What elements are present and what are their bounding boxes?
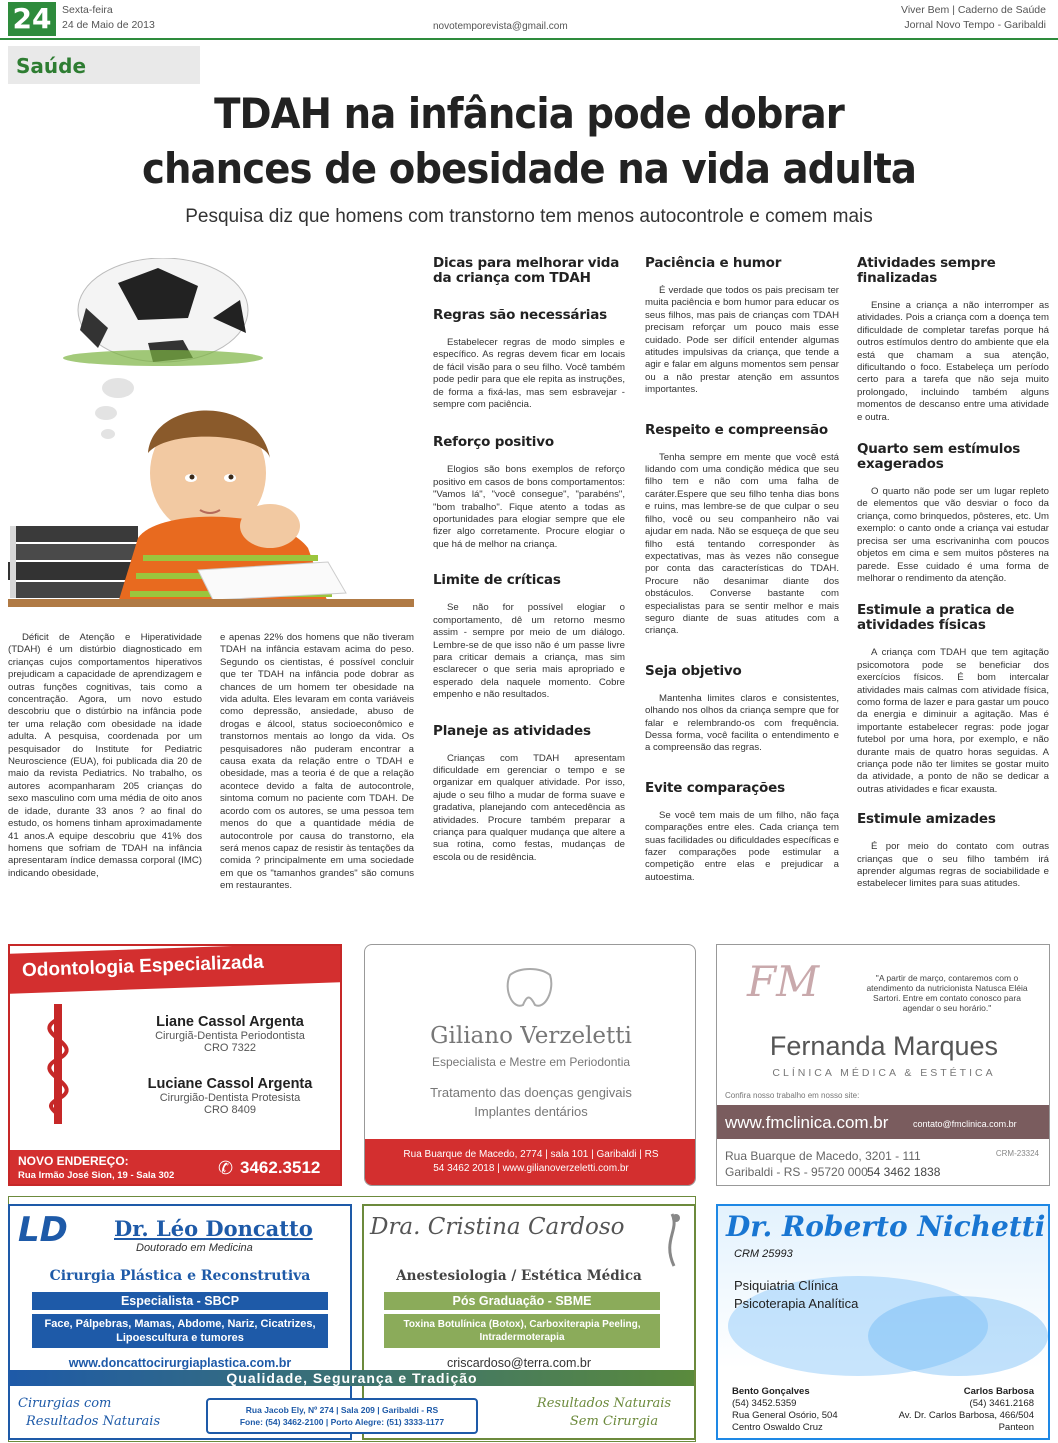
ad-odontologia[interactable] (8, 944, 342, 1186)
para-limite: Se não for possível elogiar o comportamento, dê um retorno mesmo assim - sempre por meio de um diálogo. Lembre-se de que isso não é um passe livre para criticar demais a criança, mas sim esclarecer o que seria mais apropriado e esperado dela naquele momento. Cobre empenho e não resultados. (433, 602, 625, 701)
ad-giliano[interactable] (364, 944, 696, 1186)
odonto-banner: Odontologia Especializada (21, 951, 265, 982)
ad-roberto-nichetti[interactable] (716, 1204, 1050, 1440)
header-paper-line: Jornal Novo Tempo - Garibaldi (904, 19, 1046, 31)
para-atividades: Ensine a criança a não interromper as atividades. Pois a criança com a doença tem dificuldade de completar tarefas porque há outros estímulos dentro do ambiente que ela está que chamam a sua atenção, dificultando o foco. Estabeleça um período certo para a tarefa que não seja muito prolongado, incluindo também alguns momentos de descanso entre uma atividade e outra. (857, 300, 1049, 423)
cristina-badge: Pós Graduação - SBME (384, 1292, 660, 1310)
para-paciencia: É verdade que todos os pais precisam ter muita paciência e bom humor para educar os seus filhos, mas pais de crianças com TDAH precisam reforçar um pouco mais esse cuidado. Pode ser difícil entender algumas atitudes impulsivas da criança, que tende a agir e falar em alguns momentos sem pensar ou a não prestar atenção em assuntos importantes. (645, 285, 839, 396)
fernanda-phone[interactable]: 54 3462 1838 (867, 1165, 941, 1179)
heading-objetivo: Seja objetivo (645, 662, 742, 679)
fernanda-email[interactable]: contato@fmclinica.com.br (913, 1119, 1017, 1129)
header-rule (0, 38, 1058, 40)
intro-column-1: Déficit de Atenção e Hiperatividade (TDAH) é um distúrbio diagnosticado em crianças cujos comportamentos hiperativos prejudicam a capacidade de aprendizagem e outras funções cognitivas, tais como a concentração. Agora, um novo estudo descobriu que o distúrbio na infância pode ter uma relação com obesidade na idade adulta. A pesquisa, coordenada por um pesquisador do Institute for Pediatric Neuroscience (EUA), foi publicada dia 20 de maio da revista Pediatrics. No trabalho, os autores acompanharam 205 crianças do sexo masculino com uma média de oito anos de idade, durante 33 anos ? ao final do estudo, os homens tinham aproximadamente 41 anos.A equipe descobriu que 41% dos homens que sofriam de TDAH na infância apresentaram índice demassa corporal (IMC) indicando obesidade, (8, 632, 202, 879)
cristina-footer-1: Resultados Naturais (536, 1396, 672, 1411)
odonto-new-address-label: NOVO ENDEREÇO: (18, 1154, 129, 1168)
leo-address-box: Rua Jacob Ely, Nº 274 | Sala 209 | Garibaldi - RS Fone: (54) 3462-2100 | Porto Alegre: (51) 3333-1177 (206, 1398, 478, 1434)
tips-column-2 (645, 256, 839, 884)
giliano-line1: Tratamento das doenças gengivais (430, 1085, 632, 1100)
leo-sub: Doutorado em Medicina (136, 1242, 253, 1254)
heading-limite: Limite de críticas (433, 572, 561, 589)
leo-spec: Cirurgia Plástica e Reconstrutiva (49, 1268, 311, 1284)
roberto-crm: CRM 25993 (734, 1248, 793, 1260)
heading-paciencia: Paciência e humor (645, 255, 782, 271)
para-quarto: O quarto não pode ser um lugar repleto de elementos que vão desviar o foco da criança, como brinquedos, pôsteres, etc. Um exemplo: o canto onde a criança vai estudar precisa ser uma escrivaninha com poucos objetos em cima e sem muitos pôsteres na parede. Esse cuidado é uma forma de melhorar o rendimento da atenção. (857, 486, 1049, 584)
para-respeito: Tenha sempre em mente que você está lidando com uma condição médica que seu filho tem e não com uma falha de caráter.Espere que seu filho tenha dias bons e ruins, mas lembre-se de que culpar o seu filho, você ou seu companheiro não vai ajudar em nada. Não se esqueça de que seu filho está tentando corresponder às expectativas, mas às vezes não consegue por conta das características do TDAH. Procure não desanimar diante dos obstáculos. Converse bastante com especialistas para se sentir melhor e mais seguro diante de suas atitudes com a criança. (645, 451, 839, 637)
leo-list: Face, Pálpebras, Mamas, Abdome, Nariz, Cicatrizes, Lipoescultura e tumores (32, 1314, 328, 1348)
fernanda-quote: "A partir de março, contaremos com o atendimento da nutricionista Natusca Eléia Sartori. Entre em contato conosco para agendar o seu horário." (866, 973, 1028, 1013)
intro-column-2: e apenas 22% dos homens que não tiveram TDAH na infância estavam acima do peso. Segundo os cientistas, é possível concluir que ter TDAH na infância pode dobrar as chances de um homem ter obesidade na vida adulta. Eles levaram em conta variáveis como depressão, ansiedade, abuso de drogas e álcool, status socioeconômico e transtornos mentais ao longo da vida. Os pesquisadores não puderam encontrar a causa exata da relação entre o TDAH e obesidade, mas a teoria é de que a relação acontece devido a falta de autocontrole, sintoma comum no paciente com TDAH. De acordo com os autores, se uma pessoa tem menos do que a quantidade média de autocontrole por causa do transtorno, ela será menos capaz de resistir às tentações da comida ? principalmente em uma sociedade em que os "tamanhos grandes" são comuns em restaurantes. (220, 632, 414, 892)
heading-amizades: Estimule amizades (857, 811, 996, 828)
giliano-spec: Especialista e Mestre em Periodontia (431, 1055, 631, 1069)
fernanda-sub: CLÍNICA MÉDICA & ESTÉTICA (772, 1067, 996, 1079)
ld-logo-icon: LD (18, 1210, 68, 1250)
leo-name: Dr. Léo Doncatto (114, 1216, 313, 1241)
header-email[interactable]: novotemporevista@gmail.com (433, 21, 568, 32)
tooth-logo-icon (495, 965, 565, 1015)
fernanda-crm: CRM-23324 (995, 1149, 1039, 1158)
para-reforco: Elogios são bons exemplos de reforço positivo em casos de bons comportamentos: "Vamos lá", "você consegue", "parabéns", "bom trabalho". Fique atento a todas as oportunidades para elogiar sempre que ele fizer algo corretamente. Procure elogiar o que há de melhor na criança. (433, 464, 625, 550)
title-line-1: TDAH na infância pode dobrar (214, 89, 844, 138)
cristina-spec: Anestesiologia / Estética Médica (396, 1268, 642, 1284)
fm-logo-icon: FM (747, 957, 820, 1006)
article-photo (8, 258, 414, 608)
roberto-name: Dr. Roberto Nichetti (726, 1210, 1046, 1243)
fernanda-address: Rua Buarque de Macedo, 3201 - 111 (725, 1149, 921, 1163)
heading-pratica: Estimule a pratica de atividades físicas (857, 602, 1015, 634)
cristina-footer-2: Sem Cirurgia (569, 1414, 659, 1429)
odonto-doctor-1: Liane Cassol Argenta Cirurgiã-Dentista Periodontista CRO 7322 (155, 1014, 305, 1054)
article-title (42, 86, 1015, 196)
heading-evite: Evite comparações (645, 779, 785, 796)
ad-leo-doncatto[interactable] (8, 1204, 445, 1440)
odonto-doctor-2: Luciane Cassol Argenta Cirurgião-Dentista Protesista CRO 8409 (147, 1076, 313, 1116)
para-evite: Se você tem mais de um filho, não faça comparações entre eles. Cada criança tem suas facilidades ou dificuldades específicas e fazer comparações pode estimular a competição entre elas e prejudicar a autoestima. (645, 809, 839, 883)
heading-atividades: Atividades sempre finalizadas (857, 255, 996, 286)
fernanda-site[interactable]: www.fmclinica.com.br (725, 1113, 889, 1132)
header-section-line: Viver Bem | Caderno de Saúde (901, 4, 1046, 16)
roberto-contact-carlos: Carlos Barbosa (54) 3461.2168 Av. Dr. Carlos Barbosa, 466/504 Panteon (898, 1386, 1034, 1433)
para-regras: Estabelecer regras de modo simples e específico. As regras devem ficar em locais de fácil visão para o seu filho. Você também pode pedir para que ele repita as instruções, de forma a fixá-las, mas sem esbravejar - sempre com paciência. (433, 337, 625, 411)
page-number: 24 (8, 2, 56, 36)
para-planeje: Crianças com TDAH apresentam dificuldade em gerenciar o tempo e se organizar em qualquer atividade. Por isso, ajude o seu filho a mudar de forma suave e gradativa, planejando com antecedência as atividades. Procure também preparar a criança para qualquer mudança que altere a sua rotina, como festas, mudanças de escola ou de residência. (433, 752, 625, 863)
giliano-name: Giliano Verzeletti (430, 1023, 632, 1049)
leo-site[interactable]: www.doncattocirurgiaplastica.com.br (68, 1356, 292, 1370)
tips-column-1 (433, 256, 625, 864)
heading-quarto: Quarto sem estímulos exagerados (857, 441, 1021, 473)
roberto-line1: Psiquiatria Clínica (734, 1278, 839, 1293)
odonto-phone[interactable]: 3462.3512 (240, 1158, 321, 1177)
giliano-line2: Implantes dentários (474, 1104, 588, 1119)
roberto-line2: Psicoterapia Analítica (734, 1296, 859, 1311)
section-label: Saúde (8, 46, 200, 84)
giliano-address: Rua Buarque de Macedo, 2774 | sala 101 | Garibaldi | RS (403, 1149, 659, 1160)
title-line-2: chances de obesidade na vida adulta (141, 144, 917, 193)
roberto-contact-bento: Bento Gonçalves (54) 3452.5359 Rua General Osório, 504 Centro Oswaldo Cruz (732, 1386, 838, 1433)
para-objetivo: Mantenha limites claros e consistentes, olhando nos olhos da criança sempre que for falar e relembrando-os com frequência. Dessa forma, você facilita o entendimento e a compreensão das regras. (645, 692, 839, 754)
leo-badge: Especialista - SBCP (32, 1292, 328, 1310)
shared-banner: Qualidade, Segurança e Tradição (10, 1370, 694, 1386)
fernanda-confira: Confira nosso trabalho em nosso site: (725, 1091, 860, 1100)
header-date: 24 de Maio de 2013 (62, 19, 155, 31)
leo-footer-1: Cirurgias com (18, 1396, 112, 1411)
fernanda-name: Fernanda Marques (769, 1031, 999, 1061)
heading-dicas: Dicas para melhorar vida da criança com TDAH (433, 255, 620, 286)
heading-respeito: Respeito e compreensão (645, 421, 828, 438)
para-pratica: A criança com TDAH que tem agitação psicomotora pode se beneficiar dos exercícios físicos. É bom intercalar atividades mais calmas com atividade física, como forma de lazer e para gastar um pouco da energia e diminuir a agitação. Mas é importante estabelecer regras: pode jogar futebol por uma hora, por exemplo, e não durante mais de quatro horas seguidas. A criança pode não ter limites se gostar muito da atividade, a ponto de não se dedicar a outras atividades e ficar exausta. (857, 647, 1049, 795)
odonto-address: Rua Irmão José Sion, 19 - Sala 302 (18, 1170, 175, 1181)
cristina-name: Dra. Cristina Cardoso (370, 1214, 625, 1240)
caduceus-icon (28, 1004, 88, 1124)
para-amizades: É por meio do contato com outras crianças que o seu filho também irá aprender algumas regras de sociabilidade e estabelecer limites para suas atitudes. (857, 841, 1049, 890)
cristina-list: Toxina Botulínica (Botox), Carboxiterapia Peeling, Intradermoterapia (384, 1314, 660, 1348)
article-subtitle: Pesquisa diz que homens com transtorno tem menos autocontrole e comem mais (185, 206, 873, 227)
heading-planeje: Planeje as atividades (433, 722, 591, 739)
fernanda-city: Garibaldi - RS - 95720 000 (725, 1165, 868, 1179)
header-day: Sexta-feira (62, 4, 113, 16)
leo-footer-2: Resultados Naturais (26, 1414, 161, 1429)
heading-reforco: Reforço positivo (433, 434, 554, 451)
cristina-email[interactable]: criscardoso@terra.com.br (447, 1356, 591, 1370)
giliano-contact[interactable]: 54 3462 2018 | www.gilianoverzeletti.com.br (433, 1163, 629, 1174)
figure-logo-icon (654, 1210, 690, 1270)
ad-fernanda[interactable] (716, 944, 1050, 1186)
tips-column-3 (857, 256, 1049, 891)
phone-icon: ✆ (218, 1158, 234, 1178)
heading-regras: Regras são necessárias (433, 307, 607, 323)
